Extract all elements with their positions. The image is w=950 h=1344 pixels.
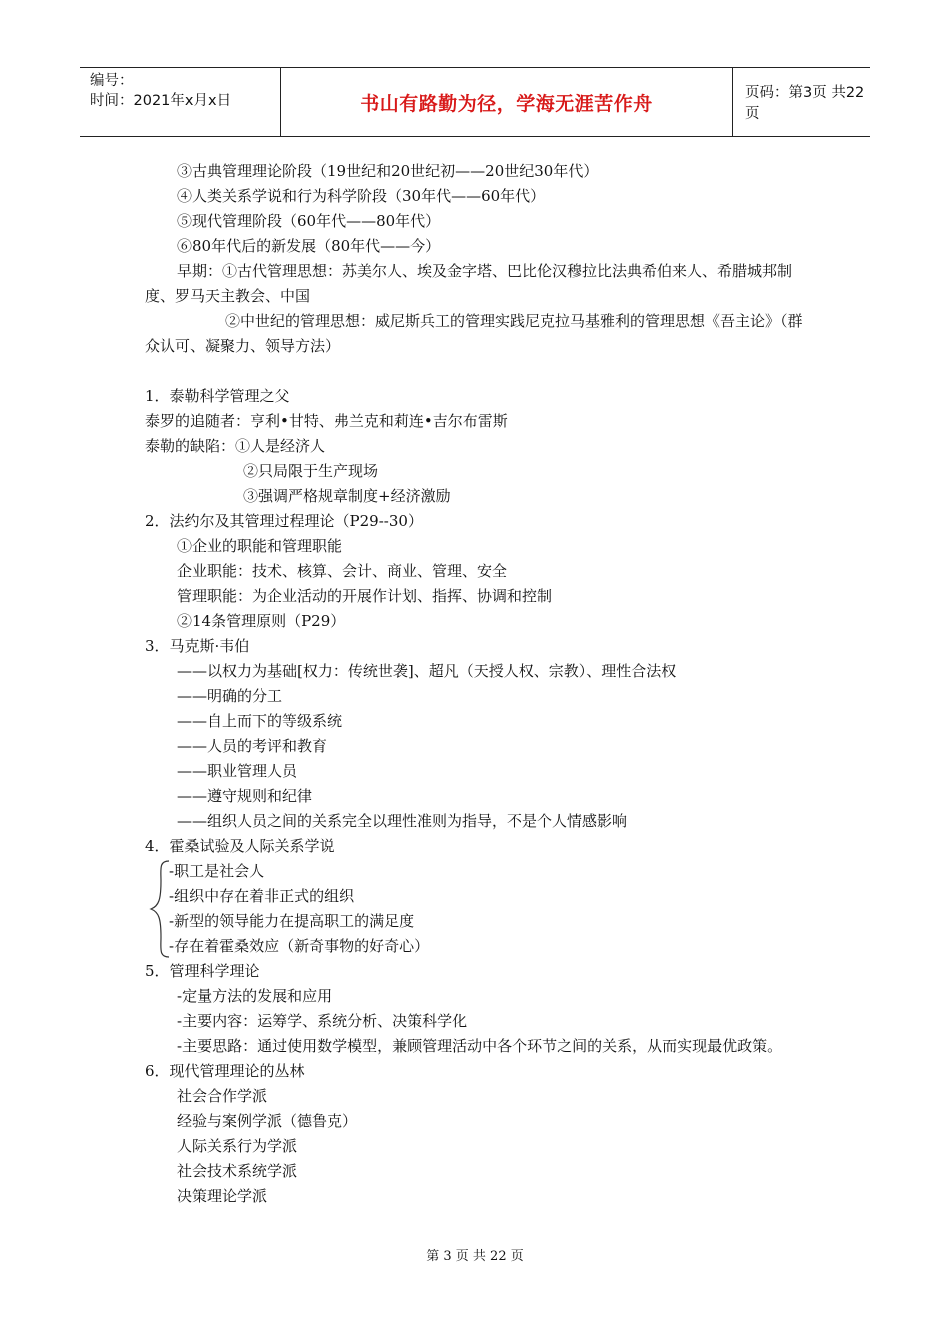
school-item: 决策理论学派 (177, 1187, 268, 1205)
header-motto: 书山有路勤为径，学海无涯苦作舟 (280, 68, 733, 136)
fayol-item: 管理职能：为企业活动的开展作计划、指挥、协调和控制 (177, 587, 553, 605)
section-4-title: 4．霍桑试验及人际关系学说 (145, 837, 335, 855)
spacer (145, 359, 810, 384)
section-6-title: 6．现代管理理论的丛林 (145, 1062, 305, 1080)
mgmt-science-approach: -主要思路：通过使用数学模型，兼顾管理活动中各个环节之间的关系，从而实现最优政策。 (177, 1037, 783, 1055)
taylor-defect-2: ②只局限于生产现场 (243, 462, 379, 480)
weber-item: ——明确的分工 (177, 687, 283, 705)
header-page-number: 页码：第3页 共22页 (745, 85, 865, 122)
stage-4: ④人类关系学说和行为科学阶段（30年代——60年代） (177, 187, 546, 205)
taylor-defect-3: ③强调严格规章制度+经济激励 (243, 487, 451, 505)
fayol-item: ②14条管理原则（P29） (177, 612, 346, 630)
hawthorne-item: -组织中存在着非正式的组织 (169, 887, 355, 905)
header-meta (80, 68, 280, 136)
section-2-title: 2．法约尔及其管理过程理论（P29--30） (145, 512, 423, 530)
mgmt-science-item: -定量方法的发展和应用 (177, 987, 333, 1005)
fayol-item: ①企业的职能和管理职能 (177, 537, 343, 555)
page-footer: 第 3 页 共 22 页 (426, 1249, 524, 1264)
hawthorne-item: -新型的领导能力在提高职工的满足度 (169, 912, 415, 930)
hawthorne-list (145, 859, 810, 959)
document-number-label: 编号： (90, 73, 134, 89)
school-item: 经验与案例学派（德鲁克） (177, 1112, 358, 1130)
section-3-title: 3．马克斯·韦伯 (145, 637, 250, 655)
taylor-followers: 泰罗的追随者：亨利•甘特、弗兰克和莉连•吉尔布雷斯 (145, 412, 508, 430)
school-item: 社会合作学派 (177, 1087, 268, 1105)
early-thought-paragraph: 早期：①古代管理思想：苏美尔人、埃及金字塔、巴比伦汉穆拉比法典希伯来人、希腊城邦制度、罗马天主教会、中国 (145, 262, 793, 305)
weber-item: ——以权力为基础[权力：传统世袭]、超凡（天授人权、宗教）、理性合法权 (177, 662, 677, 680)
weber-item: ——遵守规则和纪律 (177, 787, 313, 805)
school-item: 人际关系行为学派 (177, 1137, 298, 1155)
stage-3: ③古典管理理论阶段（19世纪和20世纪初——20世纪30年代） (177, 162, 599, 180)
section-1-title: 1．泰勒科学管理之父 (145, 387, 290, 405)
document-date: 时间：2021年x月x日 (90, 93, 232, 109)
taylor-defects: 泰勒的缺陷：①人是经济人 (145, 437, 326, 455)
hawthorne-item: -存在着霍桑效应（新奇事物的好奇心） (169, 937, 430, 955)
page-header (80, 67, 870, 137)
fayol-item: 企业职能：技术、核算、会计、商业、管理、安全 (177, 562, 508, 580)
weber-item: ——组织人员之间的关系完全以理性准则为指导，不是个人情感影响 (177, 812, 628, 830)
medieval-thought-paragraph: ②中世纪的管理思想：威尼斯兵工的管理实践尼克拉马基雅利的管理思想《吾主论》（群众认可、凝聚力、领导方法） (145, 312, 803, 355)
school-item: 社会技术系统学派 (177, 1162, 298, 1180)
stage-6: ⑥80年代后的新发展（80年代——今） (177, 237, 441, 255)
hawthorne-item: -职工是社会人 (169, 862, 265, 880)
mgmt-science-item: -主要内容：运筹学、系统分析、决策科学化 (177, 1012, 468, 1030)
document-body (145, 159, 810, 1209)
stage-5: ⑤现代管理阶段（60年代——80年代） (177, 212, 441, 230)
weber-item: ——自上而下的等级系统 (177, 712, 343, 730)
weber-item: ——职业管理人员 (177, 762, 298, 780)
section-5-title: 5．管理科学理论 (145, 962, 260, 980)
curly-brace-icon (147, 859, 177, 959)
weber-item: ——人员的考评和教育 (177, 737, 328, 755)
